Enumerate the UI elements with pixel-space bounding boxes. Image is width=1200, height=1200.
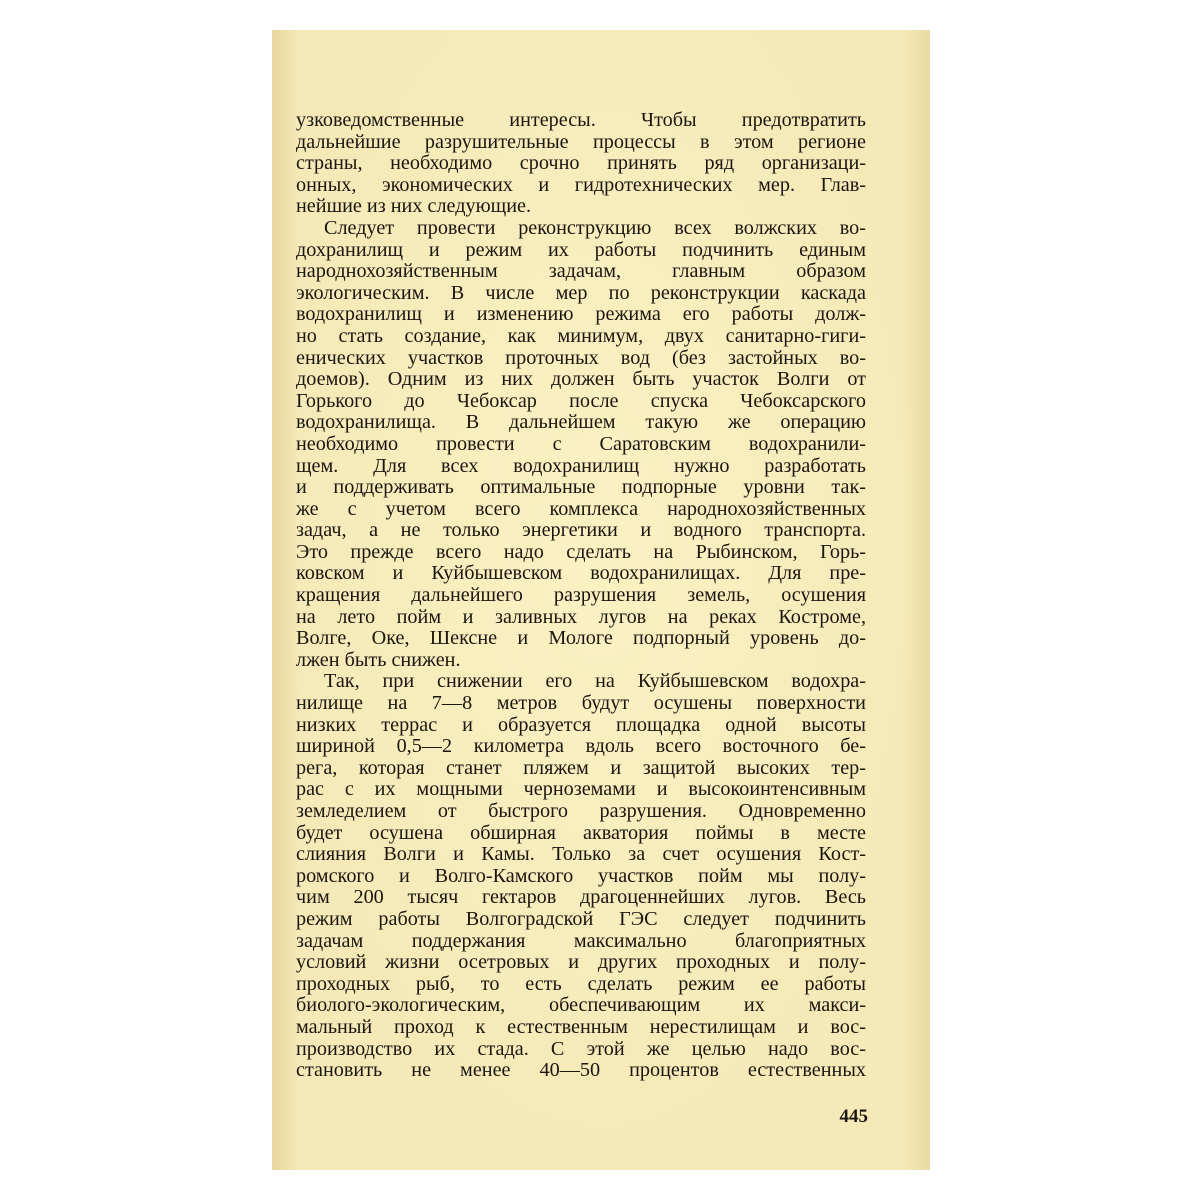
text-line: производство их стада. С этой же целью надо вос- [296, 1038, 866, 1060]
text-line: слияния Волги и Камы. Только за счет осушения Кост- [296, 844, 866, 866]
text-line: условий жизни осетровых и других проходных и полу- [296, 952, 866, 974]
text-line: Следует провести реконструкцию всех волжских во- [324, 217, 866, 239]
book-page [272, 30, 930, 1170]
text-line: будет осушена обширная акватория поймы в месте [296, 822, 866, 844]
text-line: щем. Для всех водохранилищ нужно разработать [296, 455, 866, 477]
text-line: задач, а не только энергетики и водного транспорта. [296, 520, 866, 542]
text-line: доемов). Одним из них должен быть участок Волги от [296, 369, 866, 391]
text-line: дальнейшие разрушительные процессы в этом регионе [296, 131, 866, 153]
text-line: шириной 0,5—2 километра вдоль всего восточного бе- [296, 736, 866, 758]
text-line: енических участков проточных вод (без застойных во- [296, 347, 866, 369]
text-line: проходных рыб, то есть сделать режим ее работы [296, 973, 866, 995]
text-line: но стать создание, как минимум, двух санитарно-гиги- [296, 325, 866, 347]
text-line: лжен быть снижен. [296, 649, 461, 671]
text-line: низких террас и образуется площадка одной высоты [296, 714, 866, 736]
text-line: онных, экономических и гидротехнических мер. Глав- [296, 174, 866, 196]
text-line: на лето пойм и заливных лугов на реках Костроме, [296, 606, 866, 628]
text-line: Это прежде всего надо сделать на Рыбинском, Горь- [296, 541, 866, 563]
text-line: Горького до Чебоксар после спуска Чебоксарского [296, 390, 866, 412]
text-line: рас с их мощными черноземами и высокоинтенсивным [296, 779, 866, 801]
text-line: задачам поддержания максимально благоприятных [296, 930, 866, 952]
text-line: водохранилища. В дальнейшем такую же операцию [296, 412, 866, 434]
text-line: Так, при снижении его на Куйбышевском водохра- [324, 671, 866, 693]
text-line: водохранилищ и изменению режима его работы долж- [296, 304, 866, 326]
text-line: дохранилищ и режим их работы подчинить единым [296, 239, 866, 261]
text-line: и поддерживать оптимальные подпорные уровни так- [296, 477, 866, 499]
text-line: нейшие из них следующие. [296, 196, 532, 218]
text-line: народнохозяйственным задачам, главным образом [296, 261, 866, 283]
text-line: кращения дальнейшего разрушения земель, осушения [296, 585, 866, 607]
page-number: 445 [839, 1106, 868, 1127]
text-line: узковедомственные интересы. Чтобы предотвратить [296, 110, 866, 131]
text-line: экологическим. В числе мер по реконструкции каскада [296, 282, 866, 304]
text-line: земледелием от быстрого разрушения. Одновременно [296, 801, 866, 822]
text-line: страны, необходимо срочно принять ряд организаци- [296, 153, 866, 175]
text-line: становить не менее 40—50 процентов естественных [296, 1060, 866, 1082]
body-text [296, 110, 866, 1082]
text-line: Волге, Оке, Шексне и Мологе подпорный уровень до- [296, 628, 866, 650]
text-line: ромского и Волго-Камского участков пойм мы полу- [296, 865, 866, 887]
text-line: мальный проход к естественным нерестилищам и вос- [296, 1016, 866, 1038]
text-line: ковском и Куйбышевском водохранилищах. Для пре- [296, 563, 866, 585]
text-line: режим работы Волгоградской ГЭС следует подчинить [296, 908, 866, 930]
text-line: нилище на 7—8 метров будут осушены поверхности [296, 693, 866, 715]
text-line: биолого-экологическим, обеспечивающим их макси- [296, 995, 866, 1017]
text-line: необходимо провести с Саратовским водохранили- [296, 433, 866, 455]
text-line: чим 200 тысяч гектаров драгоценнейших лугов. Весь [296, 887, 866, 909]
text-line: же с учетом всего комплекса народнохозяйственных [296, 498, 866, 520]
text-line: рега, которая станет пляжем и защитой высоких тер- [296, 757, 866, 779]
